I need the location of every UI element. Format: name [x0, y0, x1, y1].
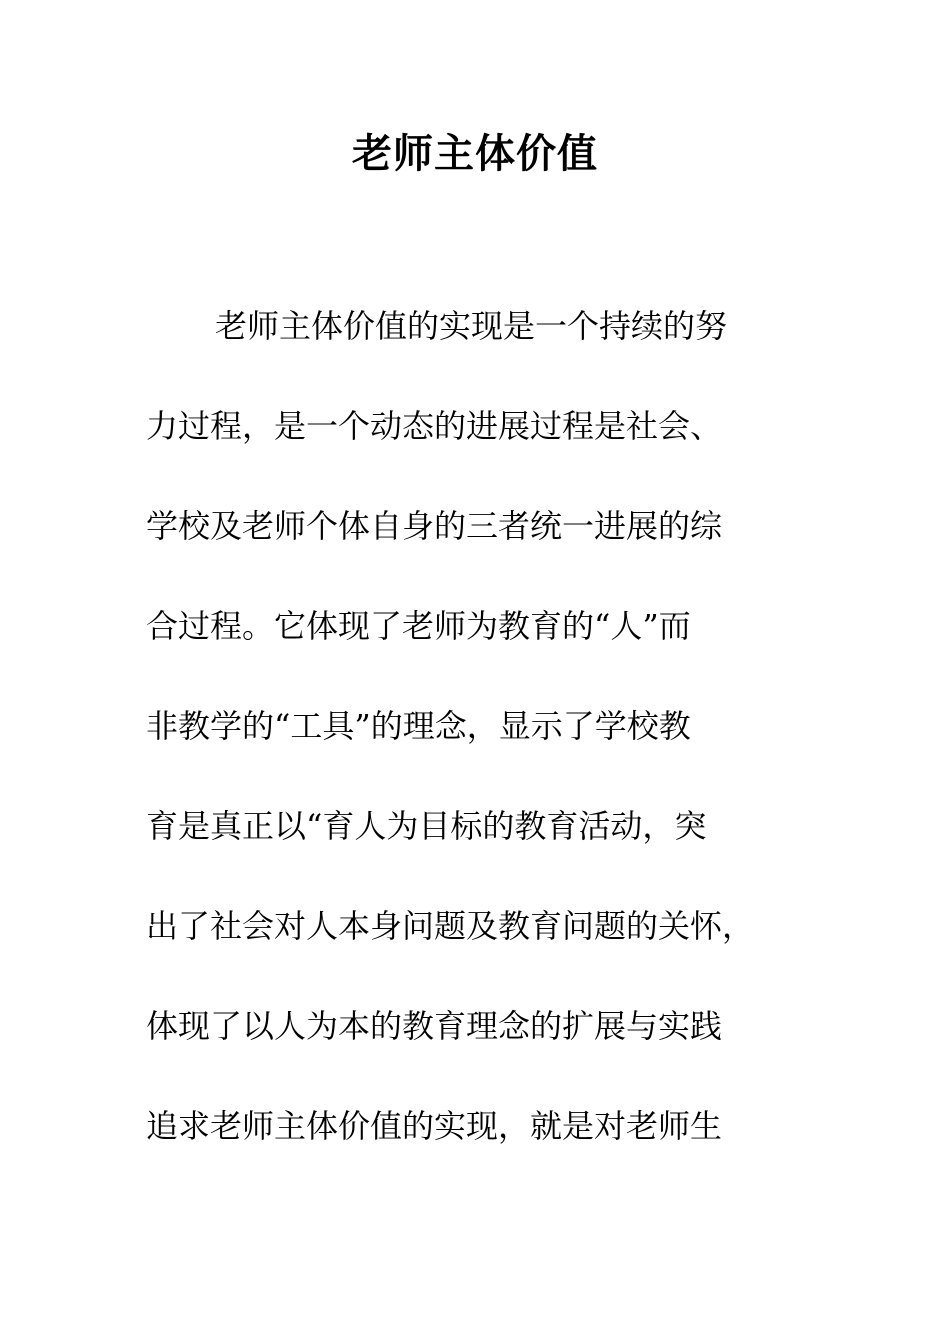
paragraph-line: 出了社会对人本身问题及教育问题的关怀， — [146, 907, 755, 945]
paragraph-line: 老师主体价值的实现是一个持续的努 — [215, 307, 728, 345]
paragraph-line: 学校及老师个体自身的三者统一进展的综 — [146, 507, 723, 545]
paragraph-line: 育是真正以“育人为目标的教育活动，突 — [146, 807, 707, 845]
paragraph-line: 追求老师主体价值的实现，就是对老师生 — [146, 1107, 723, 1145]
paragraph-line: 体现了以人为本的教育理念的扩展与实践 — [146, 1007, 723, 1045]
document-title: 老师主体价值 — [352, 130, 598, 177]
paragraph-line: 力过程，是一个动态的进展过程是社会、 — [146, 407, 723, 445]
paragraph-line: 合过程。它体现了老师为教育的“人”而 — [146, 607, 691, 645]
document-body — [146, 302, 806, 1202]
paragraph-line: 非教学的“工具”的理念，显示了学校教 — [146, 707, 691, 745]
